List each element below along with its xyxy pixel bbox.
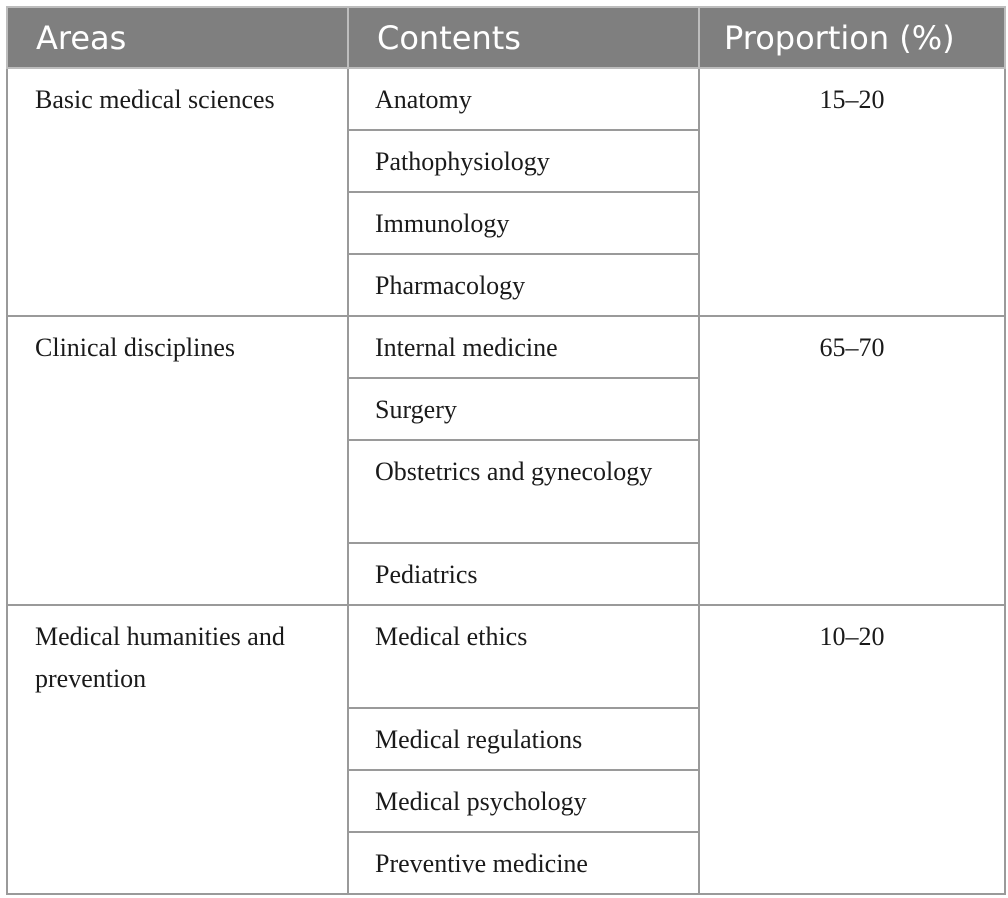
content-cell: Immunology xyxy=(348,192,699,254)
area-cell: Clinical disciplines xyxy=(7,316,348,605)
content-cell: Medical psychology xyxy=(348,770,699,832)
header-contents: Contents xyxy=(348,7,699,68)
proportion-cell: 10–20 xyxy=(699,605,1005,894)
proportion-cell: 15–20 xyxy=(699,68,1005,316)
header-proportion: Proportion (%) xyxy=(699,7,1005,68)
header-areas: Areas xyxy=(7,7,348,68)
content-cell: Anatomy xyxy=(348,68,699,130)
table-row xyxy=(7,316,1005,378)
table-row xyxy=(7,605,1005,708)
content-cell: Internal medicine xyxy=(348,316,699,378)
content-cell: Pediatrics xyxy=(348,543,699,605)
area-cell: Medical humanities and prevention xyxy=(7,605,348,894)
content-cell: Pharmacology xyxy=(348,254,699,316)
table-row xyxy=(7,68,1005,130)
content-cell: Obstetrics and gynecology xyxy=(348,440,699,543)
content-cell: Medical ethics xyxy=(348,605,699,708)
header-row xyxy=(7,7,1005,68)
area-cell: Basic medical sciences xyxy=(7,68,348,316)
curriculum-table xyxy=(6,6,1006,895)
content-cell: Pathophysiology xyxy=(348,130,699,192)
content-cell: Surgery xyxy=(348,378,699,440)
content-cell: Medical regulations xyxy=(348,708,699,770)
content-cell: Preventive medicine xyxy=(348,832,699,894)
proportion-cell: 65–70 xyxy=(699,316,1005,605)
